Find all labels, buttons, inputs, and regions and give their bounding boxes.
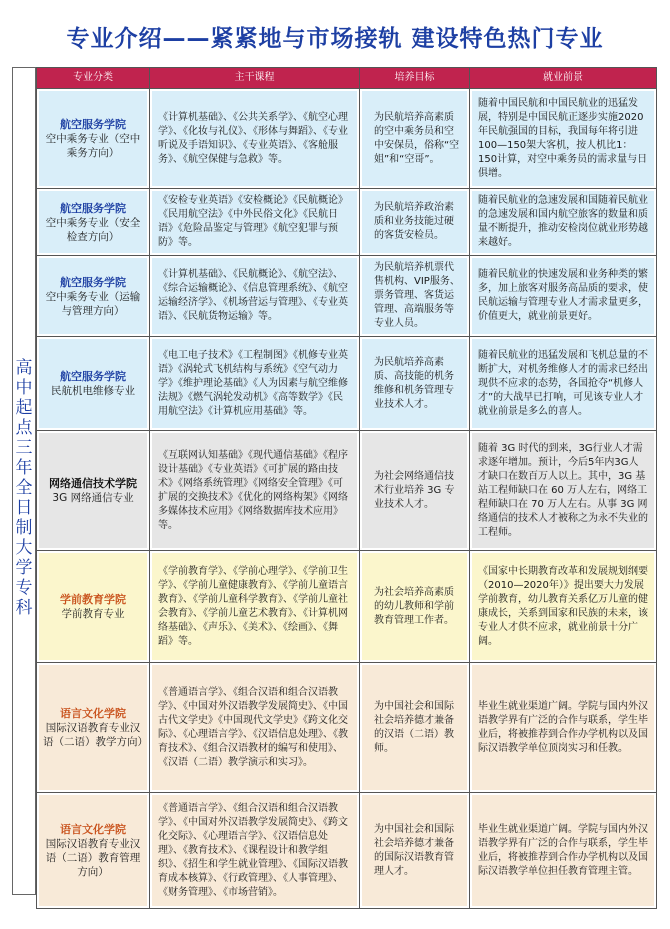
career-text: 随着 3G 时代的到来，3G行业人才需求逐年增加。预计，今后5年内3G人才缺口在数百万人以上。其中，3G 基站工程师缺口在 60 万人左右，网络工程师缺口在 70 万人左右。从事 3G 网络通信的技术人才被称之为永不失业的工程师。 <box>478 442 648 538</box>
goal-text: 为中国社会和国际社会培养德才兼备的汉语（二语）教师。 <box>374 700 454 754</box>
courses-text: 《安检专业英语》《安检概论》《民航概论》《民用航空法》《中外民俗文化》《民航日语》《危险品鉴定与管理》《航空犯罪与预防》等。 <box>158 195 348 248</box>
table-row <box>37 551 657 663</box>
major-name: 空中乘务专业（运输与管理方向） <box>45 290 141 317</box>
major-name: 3G 网络通信专业 <box>52 492 134 504</box>
goal-text: 为民航培养高素质的空中乘务员和空中安保员，俗称“空姐”和“空哥”。 <box>374 111 460 165</box>
goal-text: 为民航培养政治素质和业务技能过硬的客货安检员。 <box>374 202 454 241</box>
goal-text: 为中国社会和国际社会培养德才兼备的国际汉语教育管理人才。 <box>374 823 454 877</box>
major-name: 空中乘务专业（空中乘务方向） <box>45 133 141 159</box>
table-row <box>37 89 657 189</box>
header-career: 就业前景 <box>470 68 657 89</box>
header-row <box>37 68 657 89</box>
courses-text: 《计算机基础》、《公共关系学》、《航空心理学》、《化妆与礼仪》、《形体与舞蹈》、《专业听说及手语知识》、《专业英语》、《客舱服务》、《航空保健与急救》等。 <box>158 111 348 165</box>
table-row <box>37 337 657 431</box>
major-table <box>36 67 657 909</box>
career-text: 随着民航业的迅猛发展和飞机总量的不断扩大，对机务维修人才的需求已经出现供不应求的态势，各国抢夺“机修人才”的大战早已打响，可见该专业人才就业前景是多么的喜人。 <box>478 349 648 417</box>
table-row <box>37 189 657 256</box>
courses-text: 《计算机基础》、《民航概论》、《航空法》、《综合运输概论》、《信息管理系统》、《航空运输经济学》、《机场营运与管理》、《专业英语》、《民航货物运输》等。 <box>158 269 348 322</box>
table-row <box>37 663 657 793</box>
college-name: 语言文化学院 <box>60 707 126 720</box>
college-name: 语言文化学院 <box>60 823 126 836</box>
goal-text: 为民航培养高素质、高技能的机务维修和机务管理专业技术人才。 <box>374 356 454 410</box>
major-name: 空中乘务专业（安全检查方向） <box>45 216 141 243</box>
header-courses: 主干课程 <box>150 68 360 89</box>
college-name: 网络通信技术学院 <box>49 477 137 490</box>
career-text: 随着民航业的快速发展和业务种类的繁多，加上旅客对服务高品质的要求，使民航运输与管理专业人才需求量更多，价值更大，就业前景更好。 <box>478 269 648 322</box>
career-text: 随着民航业的急速发展和国随着民航业的急速发展和国内航空旅客的数量和质量不断提升，推动安检岗位就业形势越来越好。 <box>478 195 648 248</box>
side-label: 高中起点三年全日制大学专科 <box>15 358 33 618</box>
goal-text: 为社会网络通信技术行业培养 3G 专业技术人才。 <box>374 470 455 510</box>
header-category: 专业分类 <box>37 68 150 89</box>
college-name: 航空服务学院 <box>60 370 126 383</box>
table-row <box>37 256 657 337</box>
courses-text: 《电工电子技术》《工程制图》《机修专业英语》《涡轮式飞机结构与系统》《空气动力学》《维护理论基础》《人为因素与航空维修法规》《燃气涡轮发动机》《高等数学》《民用航空法》《计算机应用基础》等。 <box>158 349 348 417</box>
courses-text: 《学前教育学》、《学前心理学》、《学前卫生学》、《学前儿童健康教育》、《学前儿童语言教育》、《学前儿童科学教育》、《学前儿童社会教育》、《学前儿童艺术教育》、《计算机网络基础》、《声乐》、《美术》、《绘画》、《舞蹈》等。 <box>158 565 348 647</box>
courses-text: 《互联网认知基础》《现代通信基础》《程序设计基础》《专业英语》《可扩展的路由技术》《网络系统管理》《网络安全管理》《可扩展的交换技术》《优化的网络构架》《网络多媒体技术应用》《网络数据库技术应用》等。 <box>158 449 348 531</box>
table-row <box>37 793 657 909</box>
goal-text: 为民航培养机票代售机构、VIP服务、票务管理、客货运管理、高端服务等专业人员。 <box>374 262 460 329</box>
college-name: 航空服务学院 <box>60 201 126 215</box>
side-label-box <box>12 67 36 895</box>
courses-text: 《普通语言学》、《组合汉语和组合汉语教学》、《中国对外汉语教学发展简史》、《中国古代文学史》《中国现代文学史》《跨文化交际》、《心理语言学》、《汉语信息处理》、《教育技术》、《组合汉语教材的编写和使用》、《汉语（二语）教学演示和实习》。 <box>158 686 348 768</box>
major-name: 民航机电维修专业 <box>51 385 135 397</box>
college-name: 航空服务学院 <box>60 118 126 131</box>
career-text: 毕业生就业渠道广阔。学院与国内外汉语教学界有广泛的合作与联系，学生毕业后，将被推荐到合作办学机构以及国际汉语教学单位担任教育管理主管。 <box>478 823 648 877</box>
career-text: 《国家中长期教育改革和发展规划纲要（2010—2020年）》提出要大力发展学前教育，幼儿教育关系亿万儿童的健康成长，关系到国家和民族的未来，该专业人才供不应求，就业前景十分广阔。 <box>478 565 648 647</box>
college-name: 学前教育学院 <box>60 593 126 606</box>
major-name: 学前教育专业 <box>61 608 125 620</box>
major-name: 国际汉语教育专业汉语（二语）教育管理方向） <box>45 838 141 878</box>
career-text: 毕业生就业渠道广阔。学院与国内外汉语教学界有广泛的合作与联系，学生毕业后，将被推荐到合作办学机构以及国际汉语教学单位顶岗实习和任教。 <box>478 700 648 754</box>
header-goal: 培养目标 <box>360 68 470 89</box>
courses-text: 《普通语言学》、《组合汉语和组合汉语教学》、《中国对外汉语教学发展简史》、《跨文化交际》、《心理语言学》、《汉语信息处理》、《教育技术》、《课程设计和教学组织》、《招生和学生就业管理》、《国际汉语教育成本核算》、《行政管理》、《人事管理》、《财务管理》、《市场营销》。 <box>158 802 348 898</box>
goal-text: 为社会培养高素质的幼儿教师和学前教育管理工作者。 <box>374 586 454 626</box>
table-row <box>37 431 657 551</box>
major-name: 国际汉语教育专业汉语（二语）教学方向） <box>43 722 148 748</box>
college-name: 航空服务学院 <box>60 275 126 289</box>
career-text: 随着中国民航和中国民航业的迅猛发展，特别是中国民航正逐步实施2020年民航强国的目标，我国每年将引进100—150架大客机，按人机比1：150计算，对空中乘务员的需求量与日俱增。 <box>478 97 648 179</box>
page-title: 专业介绍——紧紧地与市场接轨 建设特色热门专业 <box>66 26 604 52</box>
